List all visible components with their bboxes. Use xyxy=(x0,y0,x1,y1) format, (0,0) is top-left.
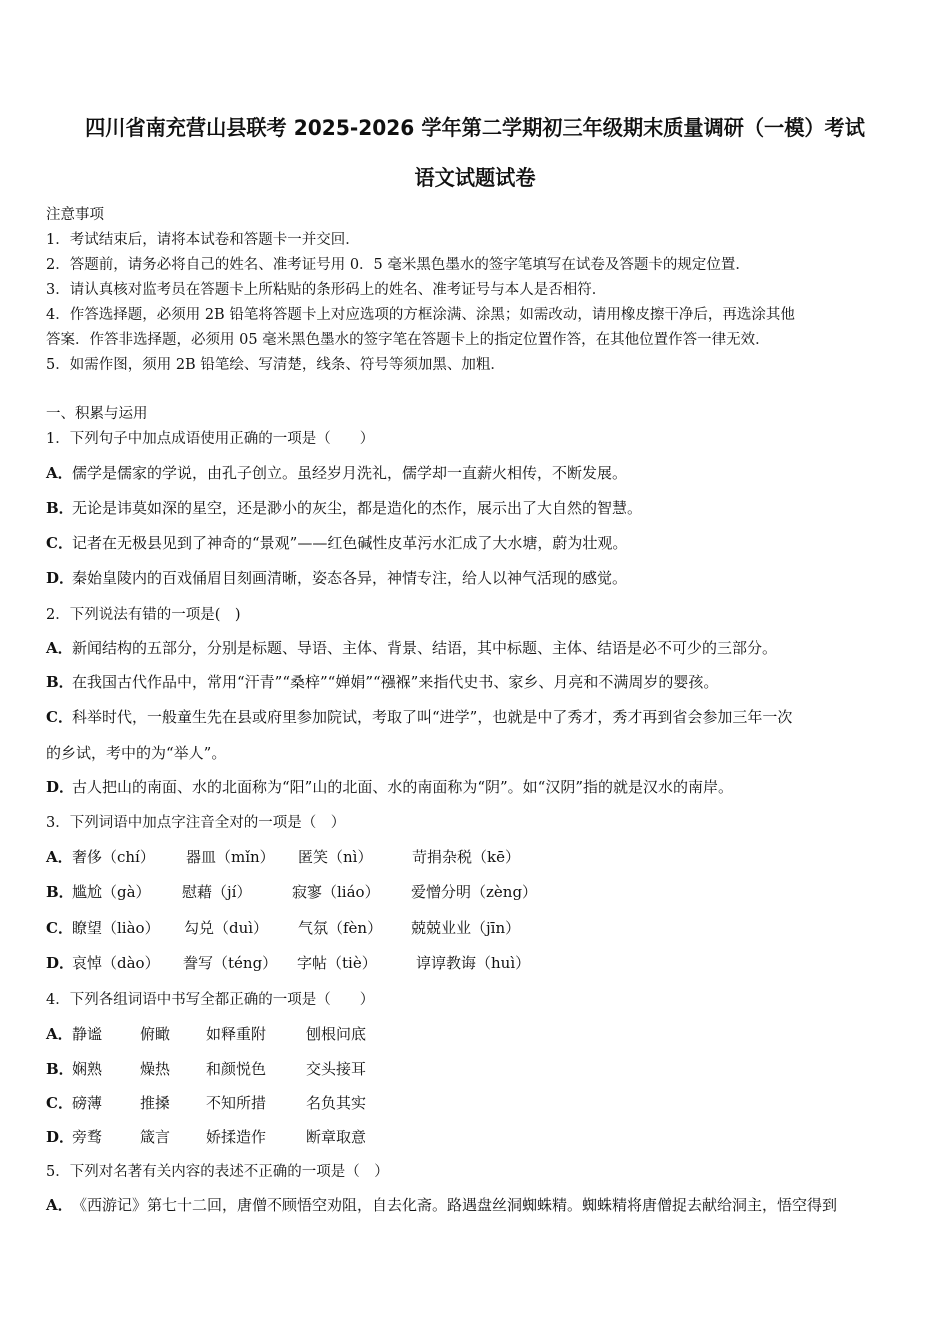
question-2-stem: 2．下列说法有错的一项是( ) xyxy=(46,607,241,623)
option-word: 娇揉造作 xyxy=(206,1128,267,1146)
option-word: 如释重附 xyxy=(206,1025,267,1043)
option-word: 推搡 xyxy=(140,1094,171,1112)
option-word: 器皿（mǐn） xyxy=(186,848,275,866)
option-label: A． xyxy=(46,1196,73,1214)
option-label: D． xyxy=(46,954,75,972)
q1-option-a xyxy=(46,462,627,483)
option-label: A． xyxy=(46,1025,73,1043)
q3-option-c xyxy=(46,917,520,938)
option-label: B． xyxy=(46,499,74,517)
option-text: 《西游记》第七十二回，唐僧不顾悟空劝阻，自去化斋。路遇盘丝洞蜘蛛精。蜘蛛精将唐僧捉去献给洞主，悟空得到 xyxy=(72,1196,838,1214)
option-text: 儒学是儒家的学说，由孔子创立。虽经岁月洗礼，儒学却一直薪火相传，不断发展。 xyxy=(72,464,628,482)
option-label: B． xyxy=(46,673,74,691)
option-label: D． xyxy=(46,778,75,796)
question-1-stem: 1．下列句子中加点成语使用正确的一项是（ ） xyxy=(46,431,375,447)
notice-item: 3．请认真核对监考员在答题卡上所粘贴的条形码上的姓名、准考证号与本人是否相符． xyxy=(46,282,607,298)
option-label: C． xyxy=(46,708,73,726)
option-label: B． xyxy=(46,883,74,901)
question-4-stem: 4．下列各组词语中书写全都正确的一项是（ ） xyxy=(46,992,375,1008)
option-word: 和颜悦色 xyxy=(206,1060,267,1078)
option-word: 苛捐杂税（kē） xyxy=(412,848,520,866)
option-word: 谆谆教诲（huì） xyxy=(416,954,531,972)
option-word: 不知所措 xyxy=(206,1094,267,1112)
q3-option-d xyxy=(46,952,530,973)
option-text: 科举时代，一般童生先在县或府里参加院试，考取了叫“进学”，也就是中了秀才，秀才再到省会参加三年一次 xyxy=(72,708,793,726)
notice-item: 4．作答选择题，必须用 2B 铅笔将答题卡上对应选项的方框涂满、涂黑；如需改动，请用橡皮擦干净后，再选涂其他 xyxy=(46,307,795,323)
exam-subtitle: 语文试题试卷 xyxy=(414,166,536,190)
option-label: A． xyxy=(46,464,73,482)
notice-item: 2．答题前，请务必将自己的姓名、准考证号用 0．5 毫米黑色墨水的签字笔填写在试卷及答题卡的规定位置． xyxy=(46,257,750,273)
question-5-stem: 5．下列对名著有关内容的表述不正确的一项是（ ） xyxy=(46,1164,389,1180)
q4-option-b xyxy=(46,1058,366,1079)
q2-option-b xyxy=(46,671,718,692)
notice-item: 1．考试结束后，请将本试卷和答题卡一并交回． xyxy=(46,232,360,248)
option-label: C． xyxy=(46,919,73,937)
q4-option-a xyxy=(46,1023,366,1044)
option-label: C． xyxy=(46,534,73,552)
q1-option-b xyxy=(46,497,642,518)
option-word: 尴尬（gà） xyxy=(72,883,151,901)
option-word: 磅薄 xyxy=(72,1094,103,1112)
option-word: 俯瞰 xyxy=(140,1025,171,1043)
option-word: 慰藉（jí） xyxy=(182,883,252,901)
option-word: 兢兢业业（jīn） xyxy=(411,919,521,937)
option-label: C． xyxy=(46,1094,73,1112)
option-word: 娴熟 xyxy=(72,1060,103,1078)
q1-option-c xyxy=(46,532,627,553)
section-heading: 一、积累与运用 xyxy=(46,406,148,422)
option-word: 旁骛 xyxy=(72,1128,103,1146)
option-word: 誊写（téng） xyxy=(183,954,278,972)
option-text: 古人把山的南面、水的北面称为“阳”山的北面、水的南面称为“阴”。如“汉阴”指的就是汉水的南岸。 xyxy=(72,778,734,796)
option-label: B． xyxy=(46,1060,74,1078)
option-label: A． xyxy=(46,848,73,866)
q2-option-a xyxy=(46,637,777,658)
q4-option-d xyxy=(46,1126,366,1147)
q2-option-d xyxy=(46,776,733,797)
option-word: 名负其实 xyxy=(306,1094,367,1112)
q3-option-b xyxy=(46,881,537,902)
option-word: 断章取意 xyxy=(306,1128,367,1146)
option-word: 箴言 xyxy=(140,1128,171,1146)
option-word: 寂寥（liáo） xyxy=(292,883,380,901)
option-text: 在我国古代作品中，常用“汗青”“桑梓”“婵娟”“襁褓”来指代史书、家乡、月亮和不满周岁的婴孩。 xyxy=(72,673,719,691)
q3-option-a xyxy=(46,846,520,867)
option-label: D． xyxy=(46,1128,75,1146)
notice-heading: 注意事项 xyxy=(46,207,104,223)
option-text: 新闻结构的五部分，分别是标题、导语、主体、背景、结语，其中标题、主体、结语是必不可少的三部分。 xyxy=(72,639,778,657)
q5-option-a xyxy=(46,1194,837,1215)
option-word: 奢侈（chí） xyxy=(72,848,155,866)
option-word: 气氛（fèn） xyxy=(298,919,383,937)
option-word: 字帖（tiè） xyxy=(297,954,377,972)
option-text: 秦始皇陵内的百戏俑眉目刻画清晰，姿态各异，神情专注，给人以神气活现的感觉。 xyxy=(72,569,628,587)
q4-option-c xyxy=(46,1092,366,1113)
question-3-stem: 3．下列词语中加点字注音全对的一项是（ ） xyxy=(46,815,346,831)
option-word: 瞭望（liào） xyxy=(72,919,160,937)
option-word: 爱憎分明（zèng） xyxy=(411,883,538,901)
exam-title: 四川省南充营山县联考 2025-2026 学年第二学期初三年级期末质量调研（一模）考试 xyxy=(85,116,865,140)
notice-item: 5．如需作图，须用 2B 铅笔绘、写清楚，线条、符号等须加黑、加粗． xyxy=(46,357,505,373)
notice-item: 答案．作答非选择题，必须用 05 毫米黑色墨水的签字笔在答题卡上的指定位置作答，在其他位置作答一律无效． xyxy=(46,332,770,348)
option-word: 勾兑（duì） xyxy=(184,919,269,937)
option-text: 无论是讳莫如深的星空，还是渺小的灰尘，都是造化的杰作，展示出了大自然的智慧。 xyxy=(72,499,643,517)
option-word: 静谧 xyxy=(72,1025,103,1043)
option-word: 哀悼（dào） xyxy=(72,954,160,972)
option-label: A． xyxy=(46,639,73,657)
option-text: 记者在无极县见到了神奇的“景观”——红色碱性皮革污水汇成了大水塘，蔚为壮观。 xyxy=(72,534,628,552)
q1-option-d xyxy=(46,567,627,588)
q2-option-c-cont: 的乡试，考中的为“举人”。 xyxy=(46,744,227,762)
option-word: 刨根问底 xyxy=(306,1025,367,1043)
option-word: 匿笑（nì） xyxy=(298,848,373,866)
option-label: D． xyxy=(46,569,75,587)
option-word: 燥热 xyxy=(140,1060,171,1078)
option-word: 交头接耳 xyxy=(306,1060,367,1078)
q2-option-c xyxy=(46,706,792,727)
